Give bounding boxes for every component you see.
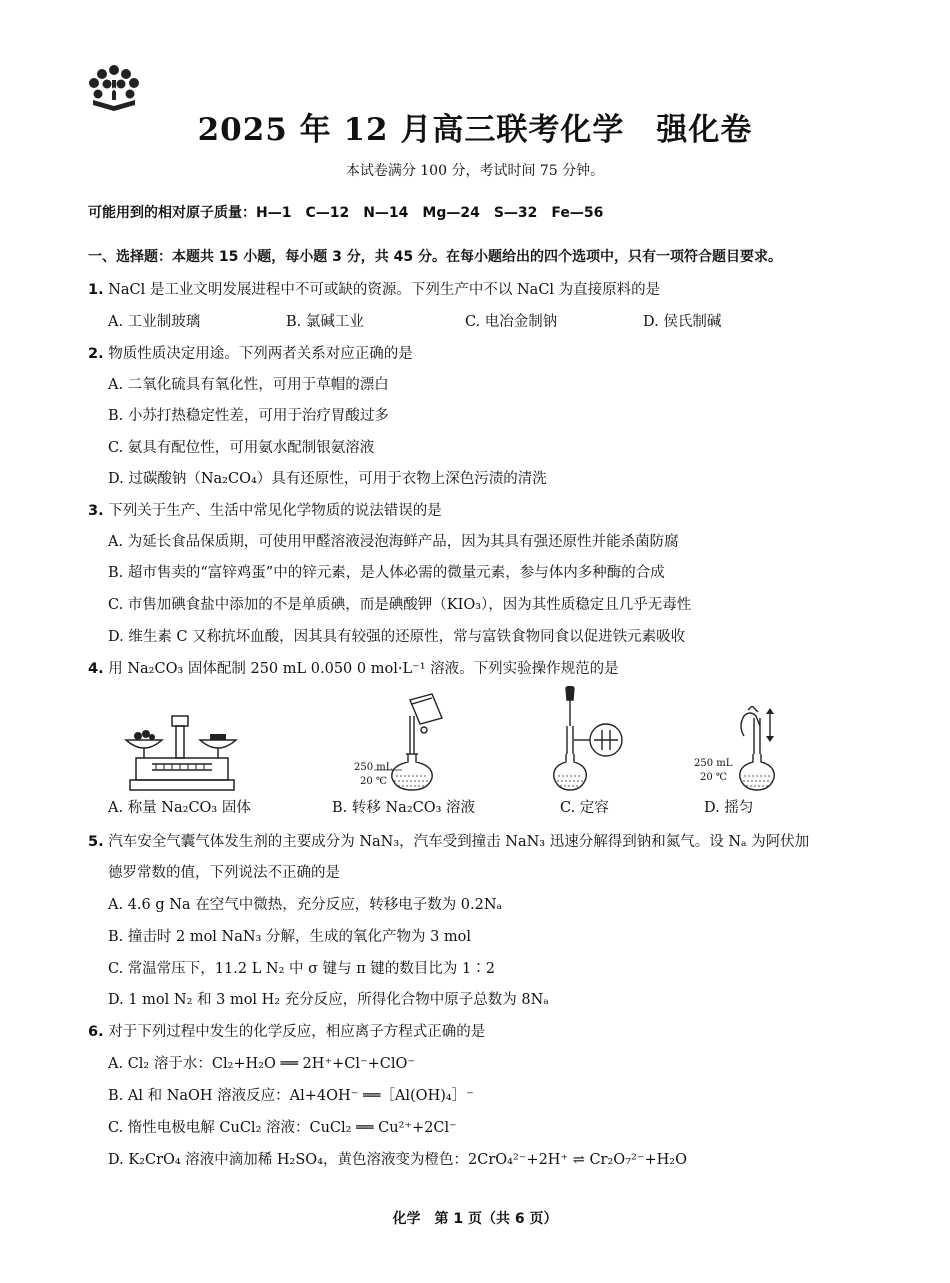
atomic-mass-line: 可能用到的相对原子质量：H—1 C—12 N—14 Mg—24 S—32 Fe—56 bbox=[88, 205, 604, 221]
option-b: B. 转移 Na₂CO₃ 溶液 bbox=[332, 800, 476, 816]
flask-temp-label: 20 ℃ bbox=[700, 772, 728, 783]
option-c: C. 市售加碘食盐中添加的不是单质碘，而是碘酸钾（KIO₃），因为其性质稳定且几乎无毒性 bbox=[108, 597, 692, 613]
question-stem: 用 Na₂CO₃ 固体配制 250 mL 0.050 0 mol·L⁻¹ 溶液。下列实验操作规范的是 bbox=[108, 661, 619, 677]
dropper-flask-figure bbox=[550, 686, 650, 794]
question-5 bbox=[88, 830, 809, 851]
question-stem: 下列关于生产、生活中常见化学物质的说法错误的是 bbox=[108, 503, 442, 519]
question-stem: 汽车安全气囊气体发生剂的主要成分为 NaN₃，汽车受到撞击 NaN₃ 迅速分解得到钠和氮气。设 Nₐ 为阿伏加 bbox=[108, 834, 810, 850]
question-number: 3. bbox=[88, 503, 104, 519]
question-number: 5. bbox=[88, 834, 104, 850]
option-b: B. 撞击时 2 mol NaN₃ 分解，生成的氧化产物为 3 mol bbox=[108, 929, 472, 945]
flask-volume-label: 250 mL bbox=[694, 758, 733, 769]
flask-temp-label: 20 ℃ bbox=[360, 776, 388, 787]
option-d: D. 摇匀 bbox=[704, 800, 754, 816]
option-a: A. 为延长食品保质期，可使用甲醛溶液浸泡海鲜产品，因为其具有强还原性并能杀菌防腐 bbox=[108, 534, 679, 550]
question-4 bbox=[88, 657, 619, 678]
flask-volume-label: 250 mL bbox=[354, 762, 393, 773]
page-title: 2025 年 12 月高三联考化学 强化卷 bbox=[197, 112, 753, 148]
question-number: 6. bbox=[88, 1024, 104, 1040]
question-2 bbox=[88, 342, 413, 363]
balance-scale-figure bbox=[122, 712, 242, 794]
option-d: D. 过碳酸钠（Na₂CO₄）具有还原性，可用于衣物上深色污渍的清洗 bbox=[108, 471, 547, 487]
question-stem: 对于下列过程中发生的化学反应，相应离子方程式正确的是 bbox=[108, 1024, 486, 1040]
option-c: C. 氨具有配位性，可用氨水配制银氨溶液 bbox=[108, 440, 375, 456]
question-stem-continued: 德罗常数的值，下列说法不正确的是 bbox=[108, 865, 340, 881]
option-b: B. 超市售卖的“富锌鸡蛋”中的锌元素，是人体必需的微量元素，参与体内多种酶的合成 bbox=[108, 565, 665, 581]
option-d: D. K₂CrO₄ 溶液中滴加稀 H₂SO₄，黄色溶液变为橙色：2CrO₄²⁻+2H⁺ ⇌ Cr₂O₇²⁻+H₂O bbox=[108, 1152, 687, 1168]
question-number: 4. bbox=[88, 661, 104, 677]
option-a: A. Cl₂ 溶于水：Cl₂+H₂O ══ 2H⁺+Cl⁻+ClO⁻ bbox=[108, 1056, 416, 1072]
option-d: D. 维生素 C 又称抗坏血酸，因其具有较强的还原性，常与富铁食物同食以促进铁元素吸收 bbox=[108, 629, 686, 645]
option-b: B. 小苏打热稳定性差，可用于治疗胃酸过多 bbox=[108, 408, 389, 424]
question-stem: 物质性质决定用途。下列两者关系对应正确的是 bbox=[108, 346, 413, 362]
section-heading: 一、选择题：本题共 15 小题，每小题 3 分，共 45 分。在每小题给出的四个选项中，只有一项符合题目要求。 bbox=[88, 249, 782, 265]
option-d: D. 侯氏制碱 bbox=[643, 314, 722, 330]
option-b: B. 氯碱工业 bbox=[286, 314, 364, 330]
exam-info: 本试卷满分 100 分，考试时间 75 分钟。 bbox=[345, 163, 605, 179]
option-a: A. 工业制玻璃 bbox=[108, 314, 201, 330]
option-a: A. 二氧化硫具有氧化性，可用于草帽的漂白 bbox=[108, 377, 389, 393]
page-footer: 化学 第 1 页（共 6 页） bbox=[392, 1211, 558, 1227]
option-d: D. 1 mol N₂ 和 3 mol H₂ 充分反应，所得化合物中原子总数为 8Nₐ bbox=[108, 992, 549, 1008]
option-a: A. 4.6 g Na 在空气中微热，充分反应，转移电子数为 0.2Nₐ bbox=[108, 897, 503, 913]
question-number: 1. bbox=[88, 282, 104, 298]
question-stem: NaCl 是工业文明发展进程中不可或缺的资源。下列生产中不以 NaCl 为直接原料的是 bbox=[108, 282, 661, 298]
shake-flask-figure bbox=[730, 706, 810, 794]
option-b: B. Al 和 NaOH 溶液反应：Al+4OH⁻ ══［Al(OH)₄］⁻ bbox=[108, 1088, 474, 1104]
option-c: C. 常温常压下，11.2 L N₂ 中 σ 键与 π 键的数目比为 1∶2 bbox=[108, 961, 495, 977]
question-1 bbox=[88, 278, 660, 299]
question-number: 2. bbox=[88, 346, 104, 362]
option-c: C. 定容 bbox=[560, 800, 609, 816]
option-a: A. 称量 Na₂CO₃ 固体 bbox=[108, 800, 251, 816]
option-c: C. 电冶金制钠 bbox=[465, 314, 558, 330]
question-3 bbox=[88, 499, 442, 520]
option-c: C. 惰性电极电解 CuCl₂ 溶液：CuCl₂ ══ Cu²⁺+2Cl⁻ bbox=[108, 1120, 457, 1136]
question-6 bbox=[88, 1020, 485, 1041]
